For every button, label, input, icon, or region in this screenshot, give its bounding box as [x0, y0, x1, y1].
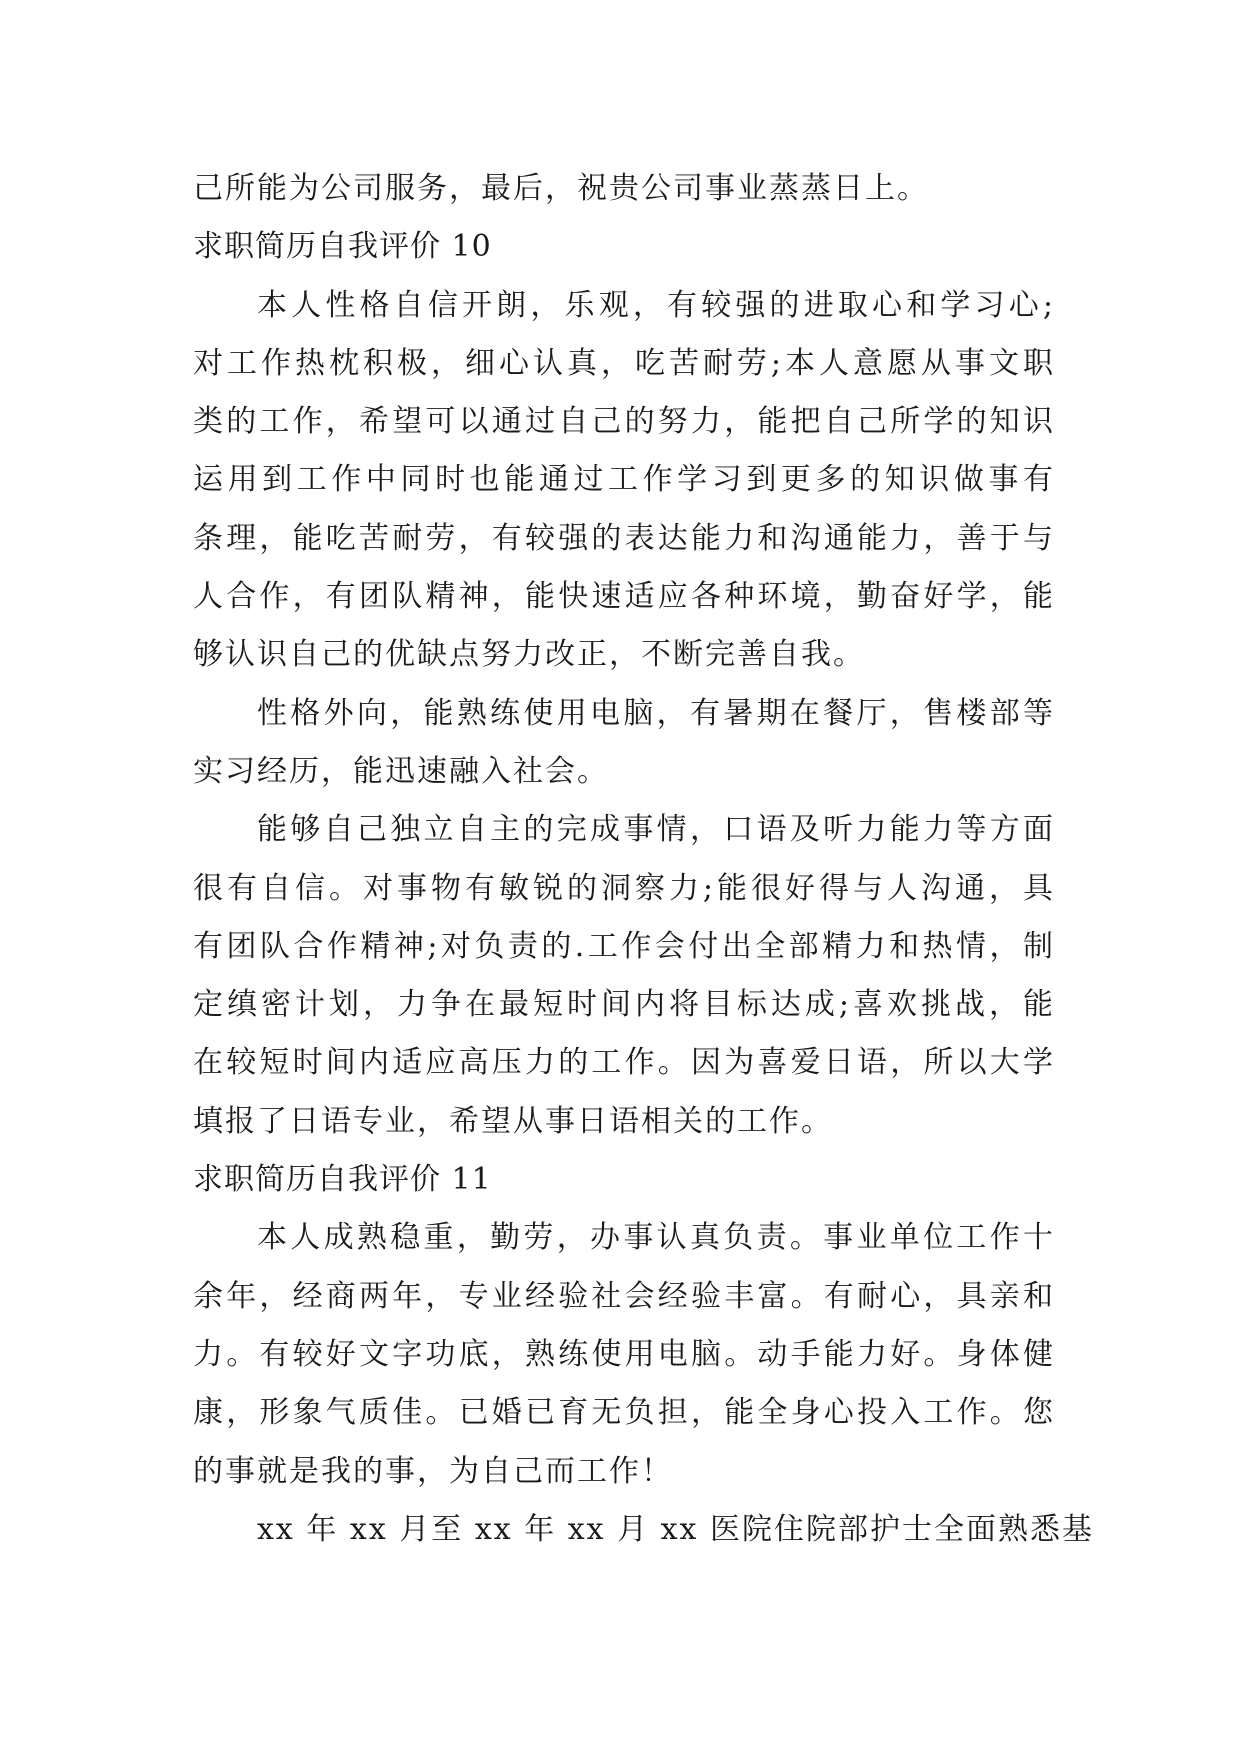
document-page: [193, 160, 1095, 1559]
text-line: 的事就是我的事，为自己而工作！: [193, 1453, 673, 1489]
text-line: 填报了日语专业，希望从事日语相关的工作。: [193, 1103, 833, 1139]
text-line: 类的工作，希望可以通过自己的努力，能把自己所学的知识: [193, 404, 1055, 440]
text-line: 力。有较好文字功底，熟练使用电脑。动手能力好。身体健: [193, 1336, 1055, 1372]
text-line: 对工作热枕积极，细心认真，吃苦耐劳;本人意愿从事文职: [193, 345, 1055, 381]
text-line: 够认识自己的优缺点努力改正，不断完善自我。: [193, 637, 865, 673]
paragraph-first-line: 能够自己独立自主的完成事情，口语及听力能力等方面: [257, 812, 1055, 848]
section-heading: 求职简历自我评价 11: [193, 1162, 492, 1198]
section-heading: 求职简历自我评价 10: [193, 229, 492, 265]
text-line: 运用到工作中同时也能通过工作学习到更多的知识做事有: [193, 462, 1055, 498]
text-line: 康，形象气质佳。已婚已育无负担，能全身心投入工作。您: [193, 1395, 1055, 1431]
text-line: 条理，能吃苦耐劳，有较强的表达能力和沟通能力，善于与: [193, 520, 1055, 556]
paragraph-first-line: 本人性格自信开朗，乐观，有较强的进取心和学习心;: [257, 287, 1055, 323]
text-line: 很有自信。对事物有敏锐的洞察力;能很好得与人沟通，具: [193, 870, 1055, 906]
text-line: 定缜密计划，力争在最短时间内将目标达成;喜欢挑战，能: [193, 987, 1055, 1023]
text-line: 人合作，有团队精神，能快速适应各种环境，勤奋好学，能: [193, 579, 1055, 615]
paragraph-first-line: 本人成熟稳重，勤劳，办事认真负责。事业单位工作十: [257, 1220, 1055, 1256]
text-line: 有团队合作精神;对负责的.工作会付出全部精力和热情，制: [193, 928, 1055, 964]
text-line: 在较短时间内适应高压力的工作。因为喜爱日语，所以大学: [193, 1045, 1055, 1081]
text-line: 己所能为公司服务，最后，祝贵公司事业蒸蒸日上。: [193, 171, 929, 206]
text-line: 实习经历，能迅速融入社会。: [193, 753, 609, 789]
text-line: 余年，经商两年，专业经验社会经验丰富。有耐心，具亲和: [193, 1278, 1055, 1314]
paragraph-first-line: xx 年 xx 月至 xx 年 xx 月 xx 医院住院部护士全面熟悉基: [257, 1511, 1095, 1547]
paragraph-first-line: 性格外向，能熟练使用电脑，有暑期在餐厅，售楼部等: [257, 695, 1055, 731]
